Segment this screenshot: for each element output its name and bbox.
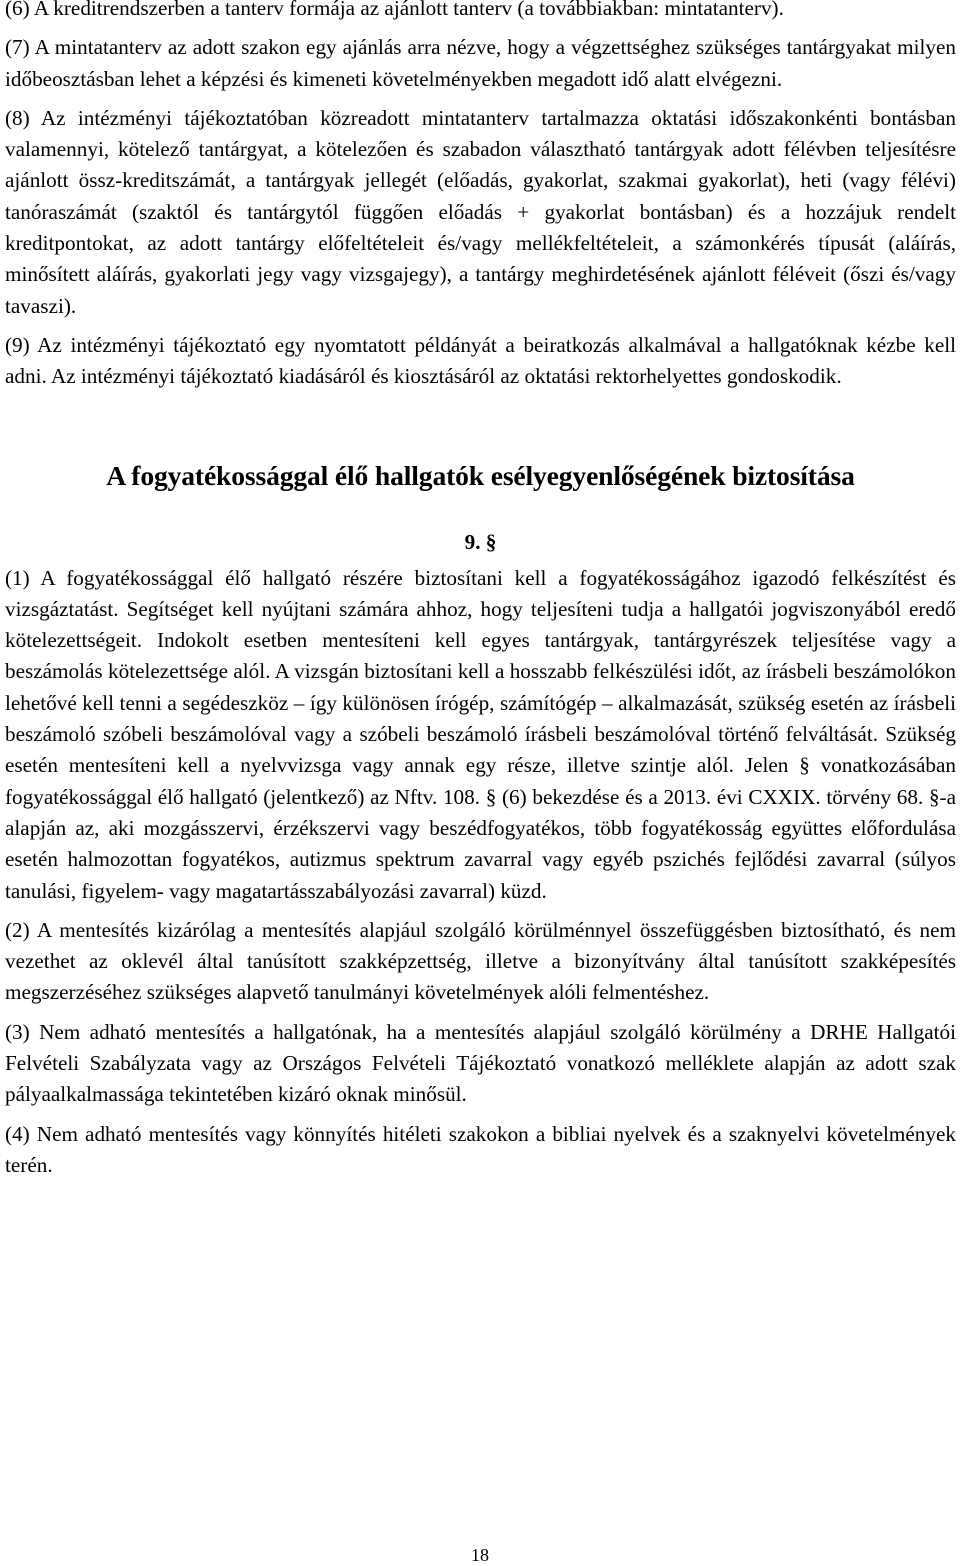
page-number: 18	[471, 1545, 489, 1565]
paragraph-8: (8) Az intézményi tájékoztatóban közreadott mintatanterv tartalmazza oktatási időszakonkénti bontásban valamennyi, kötelező tantárgyat, a kötelezően és szabadon választható tantárgyak adott félévben teljesítésre ajánlott össz-kreditszámát, a tantárgyak jellegét (előadás, gyakorlat, szakmai gyakorlat), heti (vagy félévi) tanóraszámát (szaktól és tantárgytól függően előadás + gyakorlat bontásban) és a hozzájuk rendelt kreditpontokat, az adott tantárgy előfeltételeit és/vagy mellékfeltételeit, a számonkérés típusát (aláírás, minősített aláírás, gyakorlati jegy vagy vizsgajegy), a tantárgy meghirdetésének ajánlott féléveit (őszi és/vagy tavaszi).	[5, 105, 956, 318]
document-body	[5, 0, 956, 1181]
section-paragraph-3: (3) Nem adható mentesítés a hallgatónak, ha a mentesítés alapjául szolgáló körülmény a DRHE Hallgatói Felvételi Szabályzata vagy az Országos Felvételi Tájékoztató vonatkozó melléklete alapján az adott szak pályaalkalmassága tekintetében kizáró oknak minősül.	[5, 1019, 956, 1107]
section-number: 9. §	[464, 529, 497, 554]
section-paragraph-4: (4) Nem adható mentesítés vagy könnyítés hitéleti szakokon a bibliai nyelvek és a szaknyelvi követelmények terén.	[5, 1121, 956, 1177]
section-paragraph-1: (1) A fogyatékossággal élő hallgató részére biztosítani kell a fogyatékosságához igazodó felkészítést és vizsgáztatást. Segítséget kell nyújtani számára ahhoz, hogy teljesíteni tudja a hallgatói jogviszonyából eredő kötelezettségeit. Indokolt esetben mentesíteni kell egyes tantárgyak, tantárgyrészek teljesítése vagy a beszámolás kötelezettsége alól. A vizsgán biztosítani kell a hosszabb felkészülési időt, az írásbeli beszámolókon lehetővé kell tenni a segédeszköz – így különösen írógép, számítógép – alkalmazását, szükség esetén az írásbeli beszámoló szóbeli beszámolóval vagy a szóbeli beszámoló írásbeli beszámolóval történő felváltását. Szükség esetén mentesíteni kell a nyelvvizsga vagy annak egy része, illetve szintje alól. Jelen § vonatkozásában fogyatékossággal élő hallgató (jelentkező) az Nftv. 108. § (6) bekezdése és a 2013. évi CXXIX. törvény 68. §-a alapján az, aki mozgásszervi, érzékszervi vagy beszédfogyatékos, több fogyatékosság együttes előfordulása esetén halmozottan fogyatékos, autizmus spektrum zavarral vagy egyéb pszichés fejlődési zavarral (súlyos tanulási, figyelem- vagy magatartásszabályozási zavarral) küzd.	[5, 565, 956, 903]
paragraph-6: (6) A kreditrendszerben a tanterv formája az ajánlott tanterv (a továbbiakban: mintatanterv).	[5, 0, 784, 20]
paragraph-7: (7) A mintatanterv az adott szakon egy ajánlás arra nézve, hogy a végzettséghez szükséges tantárgyakat milyen időbeosztásban lehet a képzési és kimeneti követelményekben megadott idő alatt elvégezni.	[5, 35, 956, 91]
section-paragraph-2: (2) A mentesítés kizárólag a mentesítés alapjául szolgáló körülménnyel összefüggésben biztosítható, és nem vezethet az oklevél által tanúsított szakképzettség, illetve a bizonyítvány által tanúsított szakképesítés megszerzéséhez szükséges alapvető tanulmányi követelmények alóli felmentéshez.	[5, 917, 956, 1005]
section-heading: A fogyatékossággal élő hallgatók esélyegyenlőségének biztosítása	[106, 459, 855, 491]
paragraph-9: (9) Az intézményi tájékoztató egy nyomtatott példányát a beiratkozás alkalmával a hallgatóknak kézbe kell adni. Az intézményi tájékoztató kiadásáról és kiosztásáról az oktatási rektorhelyettes gondoskodik.	[5, 332, 956, 389]
